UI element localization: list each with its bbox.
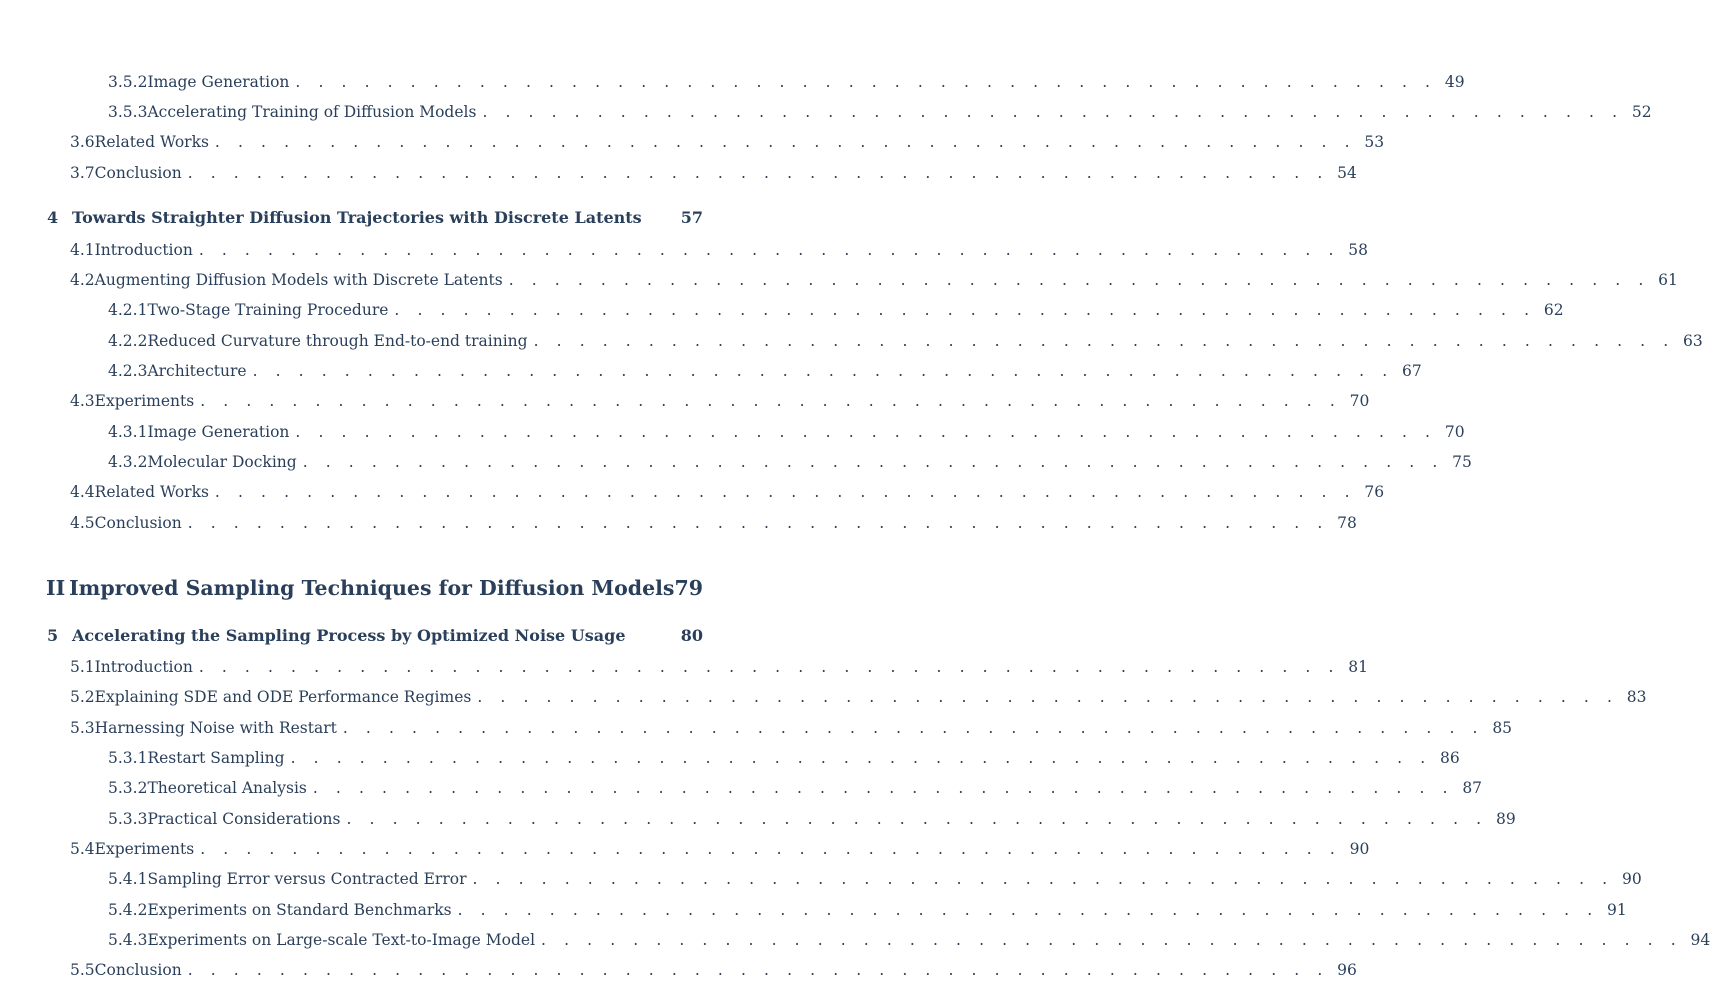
chapter-number: 5 (47, 626, 59, 645)
page-number[interactable]: 76 (1364, 483, 1385, 501)
toc-entry[interactable] (70, 389, 1370, 413)
section-title[interactable]: Image Generation (147, 73, 290, 91)
section-number: 4.2 (70, 271, 95, 289)
dot-leader: . . . . . . . . . . . . . . . . . . . . . . . . . . . . . . . . . . . . . . . . . . . . . . . . . . (394, 301, 1536, 319)
section-title[interactable]: Augmenting Diffusion Models with Discrete Latents (94, 271, 503, 289)
section-title[interactable]: Accelerating Training of Diffusion Models (147, 103, 477, 121)
toc-entry[interactable] (108, 928, 1710, 952)
dot-leader: . . . . . . . . . . . . . . . . . . . . . . . . . . . . . . . . . . . . . . . . . . . . . . . . . . (346, 810, 1488, 828)
page-number[interactable]: 79 (674, 576, 703, 600)
section-title[interactable]: Experiments on Standard Benchmarks (147, 901, 452, 919)
part-number: II (46, 576, 66, 600)
toc-entry[interactable] (70, 958, 1357, 982)
page-number[interactable]: 78 (1337, 514, 1357, 532)
toc-entry[interactable] (108, 359, 1422, 383)
page-number[interactable]: 54 (1337, 164, 1357, 182)
section-title[interactable]: Reduced Curvature through End-to-end training (147, 332, 528, 350)
section-number: 5.3.2 (108, 779, 148, 797)
section-title[interactable]: Practical Considerations (147, 810, 341, 828)
dot-leader: . . . . . . . . . . . . . . . . . . . . . . . . . . . . . . . . . . . . . . . . . . . . . . . . . . (472, 870, 1614, 888)
section-title[interactable]: Sampling Error versus Contracted Error (147, 870, 467, 888)
section-title[interactable]: Related Works (94, 483, 209, 501)
toc-entry[interactable] (108, 746, 1460, 770)
toc-entry[interactable] (70, 655, 1369, 679)
toc-entry[interactable] (108, 898, 1627, 922)
toc-entry[interactable] (70, 511, 1357, 535)
toc-entry[interactable] (108, 776, 1483, 800)
part-title[interactable]: Improved Sampling Techniques for Diffusion Models (69, 576, 675, 600)
page-number[interactable]: 90 (1349, 840, 1370, 858)
dot-leader: . . . . . . . . . . . . . . . . . . . . . . . . . . . . . . . . . . . . . . . . . . . . . . . . . . (482, 103, 1624, 121)
page-number[interactable]: 96 (1337, 961, 1357, 979)
section-title[interactable]: Experiments (94, 840, 195, 858)
page-number[interactable]: 85 (1492, 719, 1513, 737)
chapter-title[interactable]: Towards Straighter Diffusion Trajectories with Discrete Latents (72, 208, 642, 227)
toc-entry[interactable] (108, 298, 1564, 322)
section-number: 3.5.3 (108, 103, 148, 121)
toc-entry[interactable] (70, 837, 1370, 861)
toc-entry[interactable] (70, 480, 1385, 504)
page-number[interactable]: 53 (1364, 133, 1385, 151)
section-title[interactable]: Explaining SDE and ODE Performance Regimes (94, 688, 472, 706)
dot-leader: . . . . . . . . . . . . . . . . . . . . . . . . . . . . . . . . . . . . . . . . . . . . . . . . . . (541, 931, 1683, 949)
page-number[interactable]: 57 (680, 208, 703, 227)
toc-entry[interactable] (70, 161, 1357, 185)
section-number: 4.3 (70, 392, 95, 410)
page-number[interactable]: 86 (1440, 749, 1460, 767)
toc-entry[interactable] (70, 685, 1647, 709)
section-title[interactable]: Two-Stage Training Procedure (147, 301, 389, 319)
dot-leader: . . . . . . . . . . . . . . . . . . . . . . . . . . . . . . . . . . . . . . . . . . . . . . . . . . (302, 453, 1444, 471)
section-number: 4.2.2 (108, 332, 148, 350)
section-title[interactable]: Introduction (94, 658, 193, 676)
page-number[interactable]: 81 (1348, 658, 1369, 676)
toc-entry[interactable] (108, 329, 1703, 353)
dot-leader: . . . . . . . . . . . . . . . . . . . . . . . . . . . . . . . . . . . . . . . . . . . . . . . . . . (214, 133, 1357, 151)
section-title[interactable]: Conclusion (94, 961, 182, 979)
chapter-heading[interactable] (47, 623, 703, 649)
section-title[interactable]: Architecture (147, 362, 247, 380)
section-title[interactable]: Conclusion (94, 514, 182, 532)
dot-leader: . . . . . . . . . . . . . . . . . . . . . . . . . . . . . . . . . . . . . . . . . . . . . . . . . . (200, 392, 1342, 410)
dot-leader: . . . . . . . . . . . . . . . . . . . . . . . . . . . . . . . . . . . . . . . . . . . . . . . . . . (187, 961, 1329, 979)
section-number: 5.3 (70, 719, 95, 737)
section-title[interactable]: Harnessing Noise with Restart (94, 719, 337, 737)
page-number[interactable]: 80 (680, 626, 703, 645)
dot-leader: . . . . . . . . . . . . . . . . . . . . . . . . . . . . . . . . . . . . . . . . . . . . . . . . . . (252, 362, 1394, 380)
section-title[interactable]: Restart Sampling (147, 749, 285, 767)
page-number[interactable]: 49 (1444, 73, 1465, 91)
chapter-heading[interactable] (47, 205, 703, 231)
page-number[interactable]: 87 (1462, 779, 1483, 797)
section-number: 5.2 (70, 688, 95, 706)
section-title[interactable]: Molecular Docking (147, 453, 297, 471)
dot-leader: . . . . . . . . . . . . . . . . . . . . . . . . . . . . . . . . . . . . . . . . . . . . . . . . . . (200, 840, 1342, 858)
toc-entry[interactable] (108, 70, 1465, 94)
section-number: 5.4.3 (108, 931, 148, 949)
section-number: 3.7 (70, 164, 95, 182)
page-number[interactable]: 67 (1402, 362, 1422, 380)
dot-leader: . . . . . . . . . . . . . . . . . . . . . . . . . . . . . . . . . . . . . . . . . . . . . . . . . . (508, 271, 1650, 289)
page-number[interactable]: 61 (1658, 271, 1678, 289)
dot-leader: . . . . . . . . . . . . . . . . . . . . . . . . . . . . . . . . . . . . . . . . . . . . . . . . . . (198, 241, 1341, 259)
dot-leader: . . . . . . . . . . . . . . . . . . . . . . . . . . . . . . . . . . . . . . . . . . . . . . . . . . (187, 164, 1329, 182)
dot-leader: . . . . . . . . . . . . . . . . . . . . . . . . . . . . . . . . . . . . . . . . . . . . . . . . . . (187, 514, 1329, 532)
part-heading[interactable] (46, 573, 703, 603)
section-number: 4.3.2 (108, 453, 148, 471)
section-title[interactable]: Conclusion (94, 164, 182, 182)
page-number[interactable]: 70 (1349, 392, 1370, 410)
toc-entry[interactable] (70, 238, 1369, 262)
section-number: 5.4.2 (108, 901, 148, 919)
section-number: 4.5 (70, 514, 95, 532)
section-number: 5.5 (70, 961, 95, 979)
section-number: 5.3.3 (108, 810, 148, 828)
toc-entry[interactable] (108, 450, 1472, 474)
toc-entry[interactable] (70, 268, 1678, 292)
dot-leader: . . . . . . . . . . . . . . . . . . . . . . . . . . . . . . . . . . . . . . . . . . . . . . . . . . (457, 901, 1599, 919)
section-number: 3.6 (70, 133, 95, 151)
toc-entry[interactable] (108, 807, 1516, 831)
section-title[interactable]: Related Works (94, 133, 209, 151)
page-number[interactable]: 83 (1626, 688, 1647, 706)
dot-leader: . . . . . . . . . . . . . . . . . . . . . . . . . . . . . . . . . . . . . . . . . . . . . . . . . . (342, 719, 1485, 737)
page-number[interactable]: 89 (1495, 810, 1516, 828)
dot-leader: . . . . . . . . . . . . . . . . . . . . . . . . . . . . . . . . . . . . . . . . . . . . . . . . . . (290, 749, 1432, 767)
page-number[interactable]: 94 (1690, 931, 1710, 949)
page-number[interactable]: 63 (1683, 332, 1703, 350)
toc-entry[interactable] (108, 867, 1642, 891)
page-number[interactable]: 58 (1348, 241, 1369, 259)
section-title[interactable]: Introduction (94, 241, 193, 259)
section-number: 4.2.1 (108, 301, 148, 319)
chapter-title[interactable]: Accelerating the Sampling Process by Optimized Noise Usage (72, 626, 626, 645)
page-number[interactable]: 70 (1444, 423, 1465, 441)
chapter-number: 4 (47, 208, 59, 227)
section-title[interactable]: Theoretical Analysis (147, 779, 307, 797)
dot-leader: . . . . . . . . . . . . . . . . . . . . . . . . . . . . . . . . . . . . . . . . . . . . . . . . . . (295, 423, 1437, 441)
dot-leader: . . . . . . . . . . . . . . . . . . . . . . . . . . . . . . . . . . . . . . . . . . . . . . . . . . (312, 779, 1455, 797)
section-number: 5.4.1 (108, 870, 148, 888)
dot-leader: . . . . . . . . . . . . . . . . . . . . . . . . . . . . . . . . . . . . . . . . . . . . . . . . . . (477, 688, 1619, 706)
toc-entry[interactable] (108, 420, 1465, 444)
section-number: 4.2.3 (108, 362, 148, 380)
toc-entry[interactable] (108, 100, 1652, 124)
section-title[interactable]: Image Generation (147, 423, 290, 441)
page-number[interactable]: 62 (1543, 301, 1564, 319)
section-title[interactable]: Experiments on Large-scale Text-to-Image Model (147, 931, 536, 949)
section-number: 4.3.1 (108, 423, 148, 441)
section-number: 5.4 (70, 840, 95, 858)
section-number: 4.1 (70, 241, 95, 259)
toc-entry[interactable] (70, 130, 1385, 154)
page-number[interactable]: 90 (1621, 870, 1642, 888)
dot-leader: . . . . . . . . . . . . . . . . . . . . . . . . . . . . . . . . . . . . . . . . . . . . . . . . . . (533, 332, 1675, 350)
dot-leader: . . . . . . . . . . . . . . . . . . . . . . . . . . . . . . . . . . . . . . . . . . . . . . . . . . (295, 73, 1437, 91)
toc-entry[interactable] (70, 716, 1513, 740)
section-title[interactable]: Experiments (94, 392, 195, 410)
section-number: 5.1 (70, 658, 95, 676)
page-number[interactable]: 91 (1607, 901, 1627, 919)
dot-leader: . . . . . . . . . . . . . . . . . . . . . . . . . . . . . . . . . . . . . . . . . . . . . . . . . . (214, 483, 1357, 501)
section-number: 4.4 (70, 483, 95, 501)
dot-leader: . . . . . . . . . . . . . . . . . . . . . . . . . . . . . . . . . . . . . . . . . . . . . . . . . . (198, 658, 1341, 676)
page-number[interactable]: 75 (1452, 453, 1472, 471)
section-number: 3.5.2 (108, 73, 148, 91)
section-number: 5.3.1 (108, 749, 148, 767)
page-number[interactable]: 52 (1631, 103, 1652, 121)
